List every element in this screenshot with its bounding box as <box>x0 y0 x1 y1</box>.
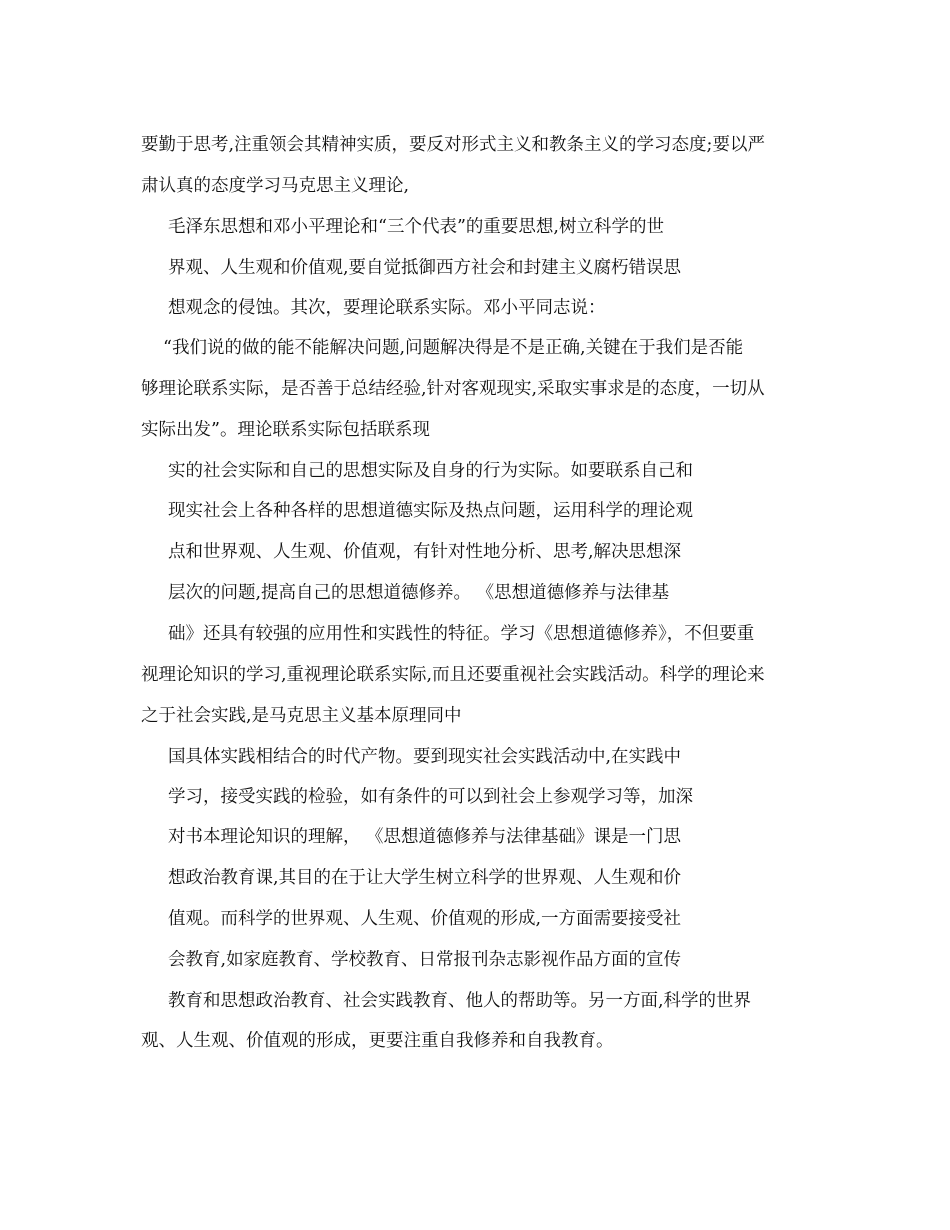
text-line: 会教育,如家庭教育、学校教育、日常报刊杂志影视作品方面的宣传 <box>168 950 682 970</box>
text-line: 教育和思想政治教育、社会实践教育、他人的帮助等。另一方面,科学的世界 <box>168 991 752 1011</box>
text-line: 础》还具有较强的应用性和实践性的特征。学习《思想道德修养》，不但要重 <box>168 624 755 644</box>
text-line: 想政治教育课,其目的在于让大学生树立科学的世界观、人生观和价 <box>168 868 682 888</box>
text-line: 学习，接受实践的检验，如有条件的可以到社会上参观学习等，加深 <box>168 787 693 807</box>
text-line: 界观、人生观和价值观,要自觉抵御西方社会和封建主义腐朽错误思 <box>168 258 682 278</box>
text-line: 对书本理论知识的理解， 《思想道德修养与法律基础》课是一门思 <box>168 827 682 847</box>
text-line: 想观念的侵蚀。其次，要理论联系实际。邓小平同志说： <box>168 298 606 318</box>
text-line: 要勤于思考,注重领会其精神实质，要反对形式主义和教条主义的学习态度;要以严 <box>141 135 765 155</box>
text-line: 国具体实践相结合的时代产物。要到现实社会实践活动中,在实践中 <box>168 747 682 767</box>
text-line: 值观。而科学的世界观、人生观、价值观的形成,一方面需要接受社 <box>168 909 682 929</box>
text-line: “我们说的做的能不能解决问题,问题解决得是不是正确,关键在于我们是否能 <box>163 338 744 358</box>
text-line: 现实社会上各种各样的思想道德实际及热点问题，运用科学的理论观 <box>168 501 693 521</box>
text-line: 点和世界观、人生观、价值观，有针对性地分析、思考,解决思想深 <box>168 542 682 562</box>
text-line: 实际出发”。理论联系实际包括联系现 <box>141 420 430 440</box>
text-line: 够理论联系实际，是否善于总结经验,针对客观现实,采取实事求是的态度，一切从 <box>141 379 765 399</box>
text-line: 毛泽东思想和邓小平理论和“三个代表”的重要思想,树立科学的世 <box>168 217 664 237</box>
text-line: 观、人生观、价值观的形成，更要注重自我修养和自我教育。 <box>141 1031 614 1051</box>
text-line: 肃认真的态度学习马克思主义理论, <box>141 176 410 196</box>
text-line: 实的社会实际和自己的思想实际及自身的行为实际。如要联系自己和 <box>168 461 693 481</box>
text-line: 层次的问题,提高自己的思想道德修养。 《思想道德修养与法律基 <box>168 583 670 603</box>
text-line: 视理论知识的学习,重视理论联系实际,而且还要重视社会实践活动。科学的理论来 <box>141 665 765 685</box>
text-line: 之于社会实践,是马克思主义基本原理同中 <box>141 706 462 726</box>
